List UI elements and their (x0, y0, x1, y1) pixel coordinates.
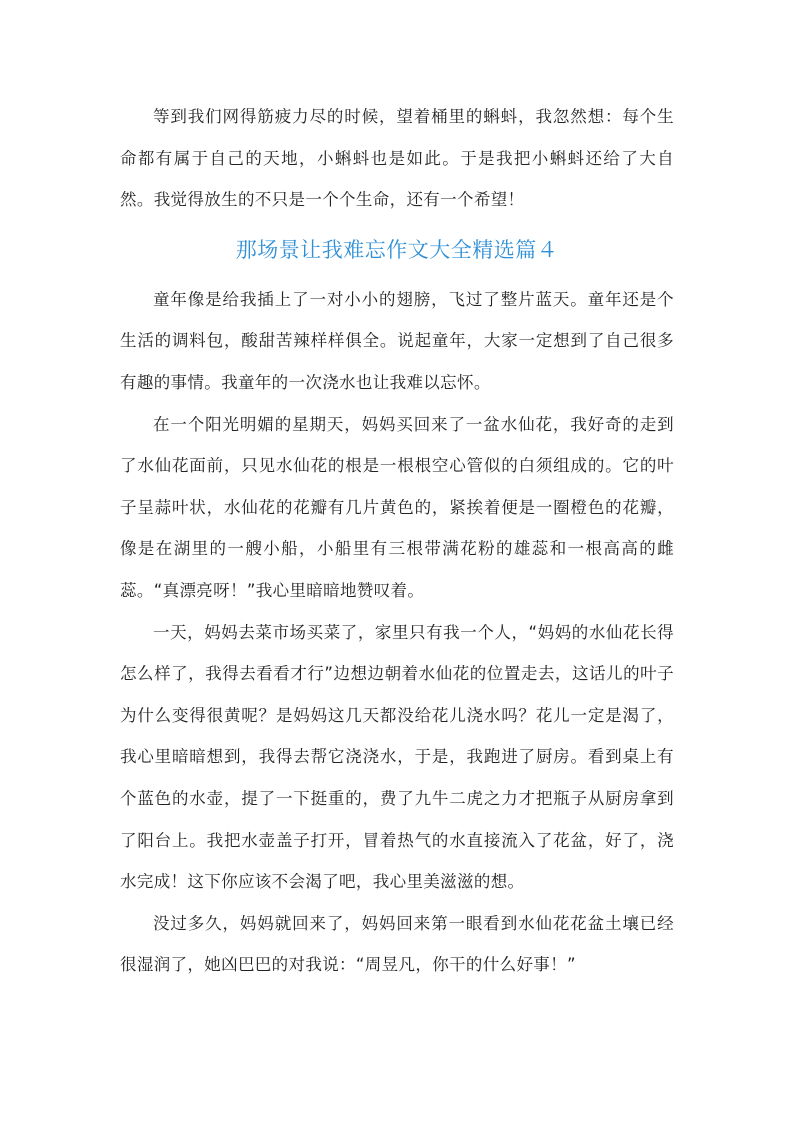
document-page (120, 96, 674, 986)
paragraph-narcissus-description: 在一个阳光明媚的星期天，妈妈买回来了一盆水仙花，我好奇的走到了水仙花面前，只见水仙花的根是一根根空心管似的白须组成的。它的叶子呈蒜叶状，水仙花的花瓣有几片黄色的，紧挨着便是一圈橙色的花瓣，像是在湖里的一艘小船，小船里有三根带满花粉的雄蕊和一根高高的雌蕊。“真漂亮呀！”我心里暗暗地赞叹着。 (120, 414, 674, 600)
paragraph-watering-flower: 一天，妈妈去菜市场买菜了，家里只有我一个人，“妈妈的水仙花长得怎么样了，我得去看看才行”边想边朝着水仙花的位置走去，这话儿的叶子为什么变得很黄呢？是妈妈这几天都没给花儿浇水吗？花儿一定是渴了，我心里暗暗想到，我得去帮它浇浇水，于是，我跑进了厨房。看到桌上有个蓝色的水壶，提了一下挺重的，费了九牛二虎之力才把瓶子从厨房拿到了阳台上。我把水壶盖子打开，冒着热气的水直接流入了花盆，好了，浇水完成！这下你应该不会渴了吧，我心里美滋滋的想。 (120, 622, 674, 892)
section-heading-essay-4: 那场景让我难忘作文大全精选篇４ (235, 237, 559, 262)
paragraph-mother-returns: 没过多久，妈妈就回来了，妈妈回来第一眼看到水仙花花盆土壤已经很湿润了，她凶巴巴的对我说：“周昱凡，你干的什么好事！” (120, 913, 674, 975)
paragraph-tadpole-release: 等到我们网得筋疲力尽的时候，望着桶里的蝌蚪，我忽然想：每个生命都有属于自己的天地，小蝌蚪也是如此。于是我把小蝌蚪还给了大自然。我觉得放生的不只是一个个生命，还有一个希望！ (120, 107, 674, 210)
paragraph-childhood-intro: 童年像是给我插上了一对小小的翅膀，飞过了整片蓝天。童年还是个生活的调料包，酸甜苦辣样样俱全。说起童年，大家一定想到了自己很多有趣的事情。我童年的一次浇水也让我难以忘怀。 (120, 289, 674, 392)
